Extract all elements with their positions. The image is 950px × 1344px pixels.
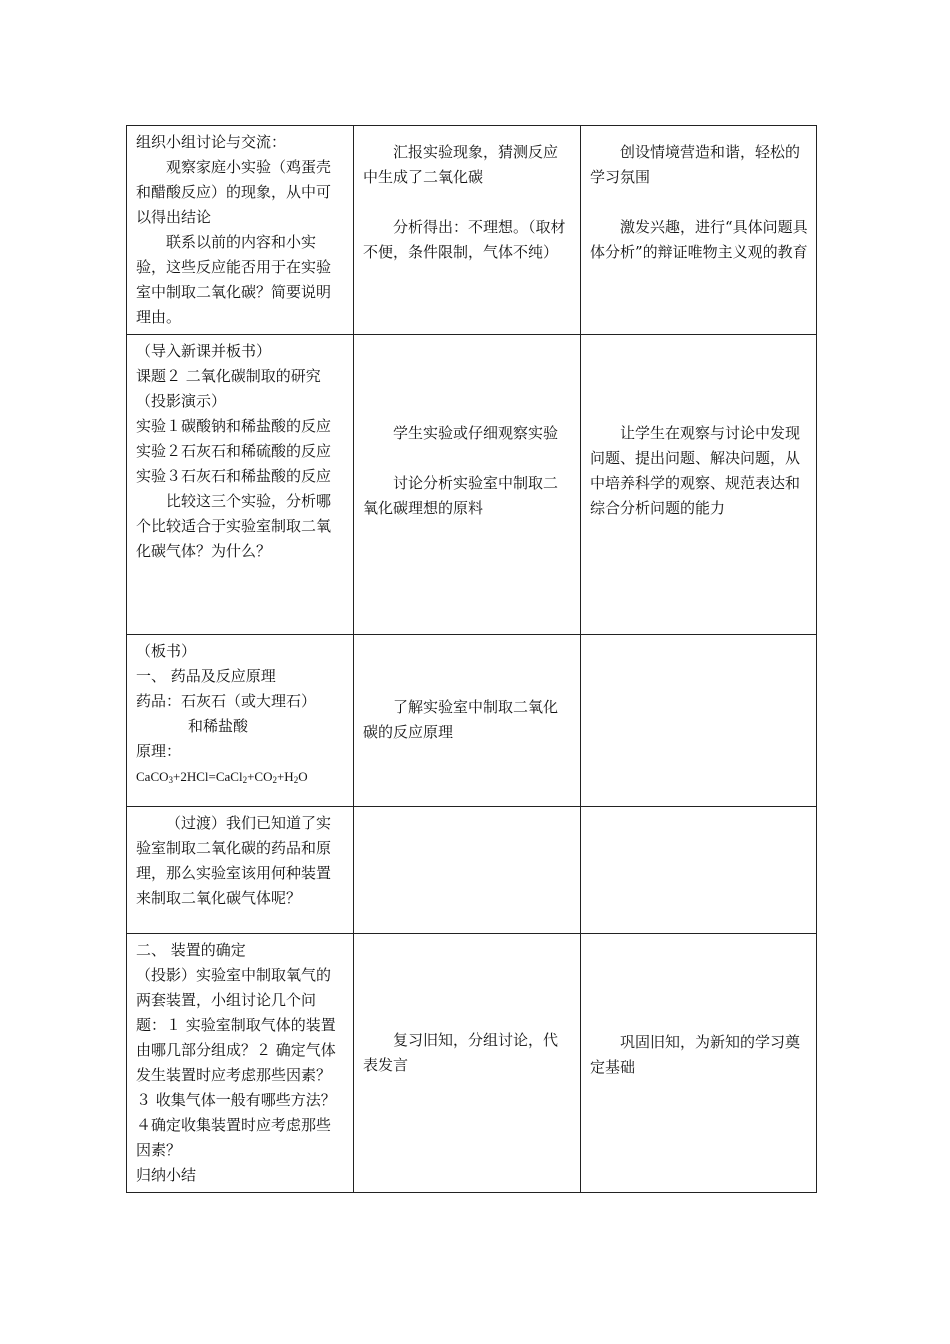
cell-text: 分析得出：不理想。（取材不便，条件限制，气体不纯） (363, 218, 566, 261)
student-activity-cell (354, 635, 581, 807)
cell-text: 联系以前的内容和小实验，这些反应能否用于在实验室中制取二氧化碳？简要说明理由。 (136, 233, 332, 326)
cell-text: （板书） (136, 642, 197, 660)
design-intent-cell (581, 335, 817, 635)
cell-text: 一、 药品及反应原理 (136, 667, 276, 685)
cell-text: 巩固旧知，为新知的学习奠定基础 (590, 1033, 801, 1076)
cell-text: 二、 装置的确定 (136, 941, 246, 959)
student-activity-cell (354, 335, 581, 635)
cell-text: 药品：石灰石（或大理石） (136, 692, 317, 710)
cell-text: 组织小组讨论与交流： (136, 133, 287, 151)
cell-text: 创设情境营造和谐，轻松的学习氛围 (590, 143, 801, 186)
reaction-equation: $CaCO_3+2HCl=CaCl_2+CO_2+H_2O$ (136, 769, 308, 785)
cell-text: 实验２石灰石和稀硫酸的反应 (136, 442, 332, 460)
cell-text: 观察家庭小实验（鸡蛋壳和醋酸反应）的现象，从中可以得出结论 (136, 158, 332, 226)
design-intent-cell (581, 807, 817, 934)
teacher-activity-cell (127, 126, 354, 335)
cell-text: （投影）实验室中制取氧气的两套装置，小组讨论几个问题：１ 实验室制取气体的装置由哪几部分组成？２ 确定气体发生装置时应考虑那些因素？３ 收集气体一般有哪些方法？４确定收集装置时应考虑那些因素？ (136, 966, 336, 1159)
cell-text: 汇报实验现象，猜测反应中生成了二氧化碳 (363, 143, 559, 186)
cell-text: 了解实验室中制取二氧化碳的反应原理 (363, 698, 559, 741)
cell-text: 实验３石灰石和稀盐酸的反应 (136, 467, 332, 485)
cell-text: 实验１碳酸钠和稀盐酸的反应 (136, 417, 332, 435)
cell-text: 复习旧知，分组讨论，代表发言 (363, 1031, 559, 1074)
teacher-activity-cell (127, 807, 354, 934)
teacher-activity-cell (127, 335, 354, 635)
table-row (127, 807, 817, 934)
student-activity-cell (354, 126, 581, 335)
cell-text: 和稀盐酸 (188, 717, 249, 735)
design-intent-cell (581, 934, 817, 1193)
teacher-activity-cell (127, 635, 354, 807)
design-intent-cell (581, 126, 817, 335)
cell-text: 比较这三个实验，分析哪个比较适合于实验室制取二氧化碳气体？为什么？ (136, 492, 332, 560)
cell-text: 课题２ 二氧化碳制取的研究 (136, 367, 321, 385)
cell-text: 激发兴趣，进行“具体问题具体分析”的辩证唯物主义观的教育 (590, 218, 808, 261)
cell-text: 归纳小结 (136, 1166, 197, 1184)
student-activity-cell (354, 807, 581, 934)
table-row (127, 934, 817, 1193)
cell-text: （投影演示） (136, 392, 227, 410)
cell-text: 学生实验或仔细观察实验 (393, 424, 559, 442)
cell-text: 让学生在观察与讨论中发现问题、提出问题、解决问题，从中培养科学的观察、规范表达和综合分析问题的能力 (590, 424, 801, 517)
cell-text: （导入新课并板书） (136, 342, 272, 360)
cell-text: 讨论分析实验室中制取二氧化碳理想的原料 (363, 474, 559, 517)
cell-text: （过渡）我们已知道了实验室制取二氧化碳的药品和原理，那么实验室该用何种装置来制取二氧化碳气体呢？ (136, 814, 332, 907)
design-intent-cell (581, 635, 817, 807)
student-activity-cell (354, 934, 581, 1193)
teacher-activity-cell (127, 934, 354, 1193)
lesson-plan-table (126, 125, 817, 1193)
table-row (127, 635, 817, 807)
cell-text: 原理： (136, 742, 182, 760)
table-row (127, 335, 817, 635)
table-row (127, 126, 817, 335)
